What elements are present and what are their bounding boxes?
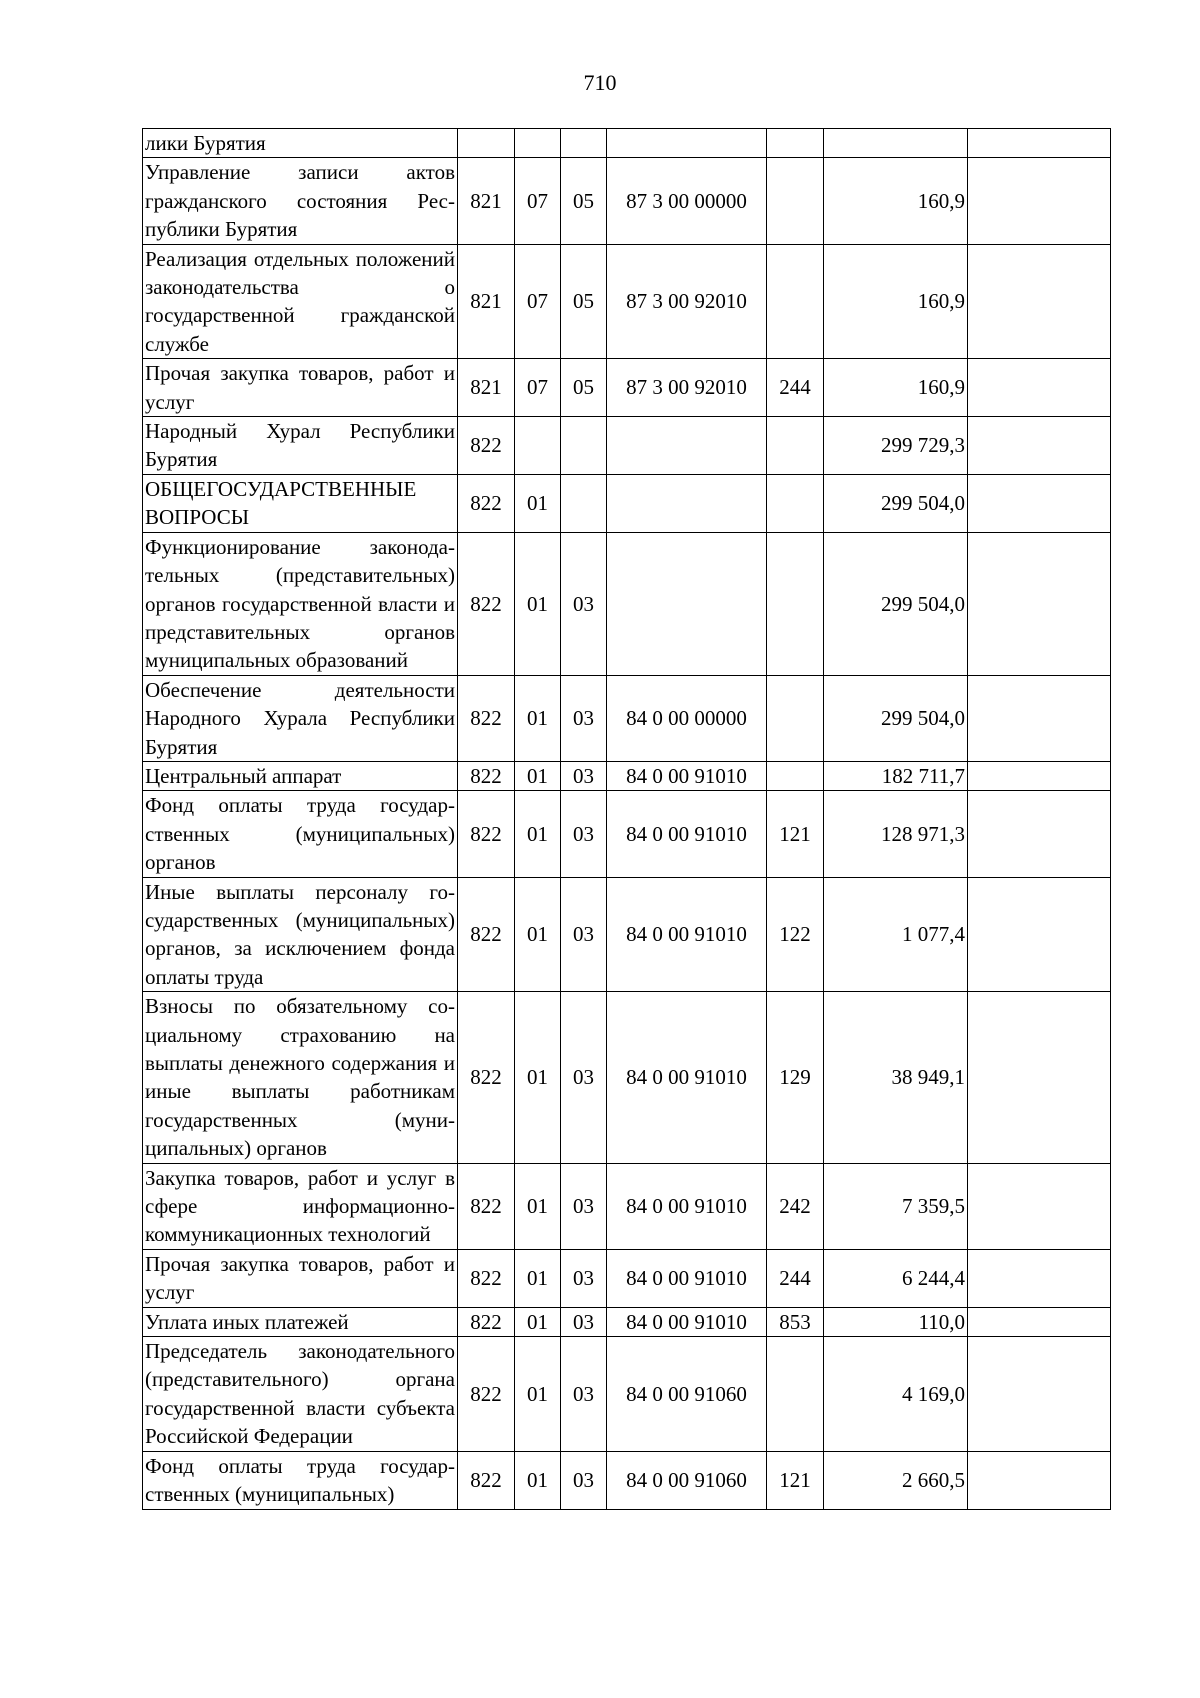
row-ministry-code-cell: 822 [458,761,515,790]
row-subsection-code-cell: 05 [561,158,607,244]
row-target-article-cell [607,129,767,158]
row-section-code-cell: 01 [515,1337,561,1452]
row-empty-cell [968,417,1111,475]
row-empty-cell [968,992,1111,1163]
row-name-cell: Реализация отдельных положений законодательства о государственной гражданской службе [143,244,458,359]
row-expense-type-cell [767,158,824,244]
row-ministry-code-cell: 822 [458,532,515,675]
row-ministry-code-cell: 822 [458,992,515,1163]
row-target-article-cell: 87 3 00 00000 [607,158,767,244]
table-row [143,244,1111,359]
table-row [143,1307,1111,1336]
row-expense-type-cell [767,675,824,761]
row-subsection-code-cell: 03 [561,877,607,992]
row-subsection-code-cell: 03 [561,1337,607,1452]
row-amount-cell: 299 504,0 [824,532,968,675]
row-target-article-cell [607,417,767,475]
row-empty-cell [968,532,1111,675]
row-expense-type-cell [767,532,824,675]
row-expense-type-cell [767,761,824,790]
row-target-article-cell [607,532,767,675]
table-row [143,761,1111,790]
row-name-cell: лики Бурятия [143,129,458,158]
row-empty-cell [968,1451,1111,1509]
row-expense-type-cell [767,1337,824,1452]
row-subsection-code-cell: 03 [561,532,607,675]
row-subsection-code-cell: 03 [561,675,607,761]
row-section-code-cell: 01 [515,1249,561,1307]
row-target-article-cell [607,474,767,532]
row-empty-cell [968,675,1111,761]
row-name-cell: Народный Хурал Республики Бурятия [143,417,458,475]
row-target-article-cell: 84 0 00 91010 [607,992,767,1163]
row-ministry-code-cell: 822 [458,1451,515,1509]
row-subsection-code-cell [561,417,607,475]
row-expense-type-cell [767,417,824,475]
row-name-cell: Центральный аппарат [143,761,458,790]
row-ministry-code-cell: 822 [458,1163,515,1249]
row-name-cell: Управление записи актов гражданского состояния Республики Бурятия [143,158,458,244]
row-empty-cell [968,158,1111,244]
row-target-article-cell: 84 0 00 00000 [607,675,767,761]
row-section-code-cell: 01 [515,1163,561,1249]
row-section-code-cell: 07 [515,158,561,244]
row-ministry-code-cell: 822 [458,675,515,761]
row-target-article-cell: 87 3 00 92010 [607,359,767,417]
table-row [143,675,1111,761]
row-amount-cell: 38 949,1 [824,992,968,1163]
row-ministry-code-cell: 821 [458,244,515,359]
row-amount-cell: 1 077,4 [824,877,968,992]
row-section-code-cell: 07 [515,244,561,359]
row-subsection-code-cell [561,129,607,158]
row-target-article-cell: 84 0 00 91010 [607,1163,767,1249]
row-amount-cell: 110,0 [824,1307,968,1336]
row-ministry-code-cell: 822 [458,1249,515,1307]
table-row [143,417,1111,475]
row-name-cell: Иные выплаты персоналу государственных (муниципальных) органов, за исключением фонда оплаты труда [143,877,458,992]
row-subsection-code-cell: 03 [561,761,607,790]
row-target-article-cell: 84 0 00 91010 [607,761,767,790]
row-ministry-code-cell: 822 [458,1307,515,1336]
row-amount-cell: 299 504,0 [824,474,968,532]
row-target-article-cell: 84 0 00 91060 [607,1337,767,1452]
row-expense-type-cell: 853 [767,1307,824,1336]
table-row [143,1337,1111,1452]
row-ministry-code-cell: 822 [458,1337,515,1452]
row-amount-cell: 160,9 [824,359,968,417]
row-section-code-cell: 01 [515,791,561,877]
budget-table [142,128,1111,1510]
row-subsection-code-cell: 05 [561,359,607,417]
row-name-cell: Председатель законодательного (представительного) органа государственной власти субъекта Российской Федерации [143,1337,458,1452]
row-amount-cell: 160,9 [824,158,968,244]
table-row [143,791,1111,877]
row-name-cell: Взносы по обязательному социальному страхованию на выплаты денежного содержания и иные выплаты работникам государственных (муниципальных) органов [143,992,458,1163]
row-subsection-code-cell: 03 [561,1163,607,1249]
row-name-cell: ОБЩЕГОСУДАРСТВЕННЫЕ ВОПРОСЫ [143,474,458,532]
row-name-cell: Функционирование законодательных (представительных) органов государственной власти и представительных органов муниципальных образований [143,532,458,675]
row-empty-cell [968,1249,1111,1307]
row-expense-type-cell [767,129,824,158]
row-section-code-cell: 01 [515,761,561,790]
row-ministry-code-cell: 821 [458,359,515,417]
row-expense-type-cell: 121 [767,791,824,877]
row-expense-type-cell: 242 [767,1163,824,1249]
row-name-cell: Фонд оплаты труда государственных (муниципальных) органов [143,791,458,877]
row-section-code-cell: 07 [515,359,561,417]
row-expense-type-cell: 244 [767,1249,824,1307]
row-subsection-code-cell: 05 [561,244,607,359]
row-subsection-code-cell: 03 [561,992,607,1163]
row-name-cell: Прочая закупка товаров, работ и услуг [143,359,458,417]
row-section-code-cell [515,417,561,475]
row-target-article-cell: 84 0 00 91010 [607,877,767,992]
row-amount-cell: 182 711,7 [824,761,968,790]
row-empty-cell [968,877,1111,992]
row-name-cell: Уплата иных платежей [143,1307,458,1336]
row-ministry-code-cell: 822 [458,791,515,877]
row-expense-type-cell: 122 [767,877,824,992]
row-amount-cell: 128 971,3 [824,791,968,877]
row-amount-cell [824,129,968,158]
row-section-code-cell: 01 [515,1451,561,1509]
row-subsection-code-cell [561,474,607,532]
row-ministry-code-cell: 822 [458,877,515,992]
row-section-code-cell: 01 [515,1307,561,1336]
row-empty-cell [968,474,1111,532]
row-amount-cell: 299 729,3 [824,417,968,475]
row-section-code-cell: 01 [515,532,561,675]
row-name-cell: Прочая закупка товаров, работ и услуг [143,1249,458,1307]
row-amount-cell: 6 244,4 [824,1249,968,1307]
table-row [143,129,1111,158]
table-row [143,992,1111,1163]
row-subsection-code-cell: 03 [561,791,607,877]
row-target-article-cell: 84 0 00 91010 [607,1249,767,1307]
row-ministry-code-cell [458,129,515,158]
table-row [143,1163,1111,1249]
row-section-code-cell [515,129,561,158]
row-amount-cell: 4 169,0 [824,1337,968,1452]
row-empty-cell [968,761,1111,790]
table-row [143,1249,1111,1307]
row-target-article-cell: 84 0 00 91010 [607,1307,767,1336]
row-empty-cell [968,791,1111,877]
row-ministry-code-cell: 821 [458,158,515,244]
row-name-cell: Закупка товаров, работ и услуг в сфере информационно-коммуникационных технологий [143,1163,458,1249]
page-number: 710 [583,70,617,95]
table-row [143,877,1111,992]
row-target-article-cell: 87 3 00 92010 [607,244,767,359]
row-empty-cell [968,1307,1111,1336]
table-row [143,474,1111,532]
row-section-code-cell: 01 [515,675,561,761]
row-empty-cell [968,1337,1111,1452]
row-ministry-code-cell: 822 [458,474,515,532]
row-empty-cell [968,359,1111,417]
row-empty-cell [968,244,1111,359]
row-empty-cell [968,1163,1111,1249]
row-amount-cell: 160,9 [824,244,968,359]
row-empty-cell [968,129,1111,158]
row-section-code-cell: 01 [515,992,561,1163]
budget-table-body [143,129,1111,1510]
row-expense-type-cell [767,474,824,532]
row-section-code-cell: 01 [515,877,561,992]
row-name-cell: Фонд оплаты труда государственных (муниципальных) [143,1451,458,1509]
row-target-article-cell: 84 0 00 91010 [607,791,767,877]
row-expense-type-cell: 244 [767,359,824,417]
row-amount-cell: 299 504,0 [824,675,968,761]
row-ministry-code-cell: 822 [458,417,515,475]
row-expense-type-cell: 121 [767,1451,824,1509]
table-row [143,158,1111,244]
row-expense-type-cell: 129 [767,992,824,1163]
table-row [143,532,1111,675]
row-target-article-cell: 84 0 00 91060 [607,1451,767,1509]
table-row [143,359,1111,417]
row-expense-type-cell [767,244,824,359]
row-name-cell: Обеспечение деятельности Народного Хурала Республики Бурятия [143,675,458,761]
row-amount-cell: 2 660,5 [824,1451,968,1509]
row-subsection-code-cell: 03 [561,1249,607,1307]
row-amount-cell: 7 359,5 [824,1163,968,1249]
row-subsection-code-cell: 03 [561,1307,607,1336]
row-subsection-code-cell: 03 [561,1451,607,1509]
row-section-code-cell: 01 [515,474,561,532]
table-row [143,1451,1111,1509]
